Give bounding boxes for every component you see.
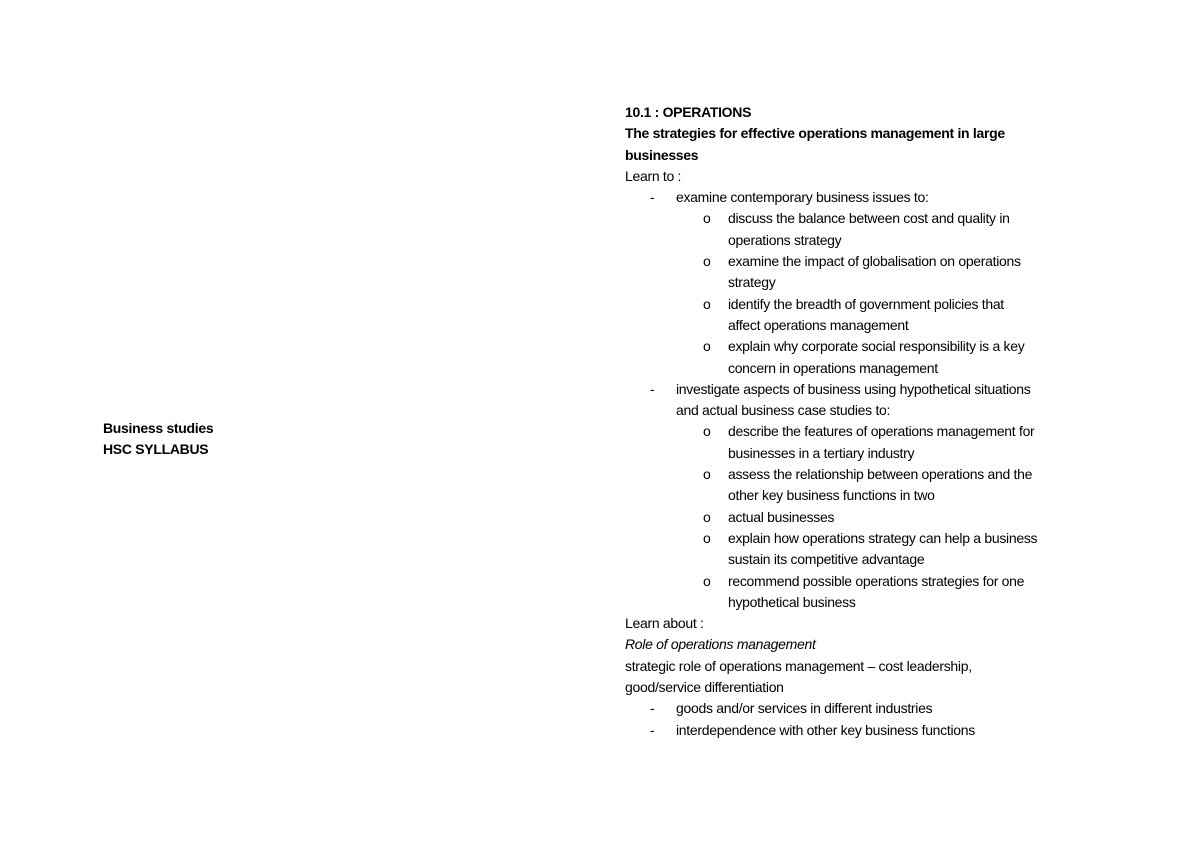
learn-about-text-line-2: good/service differentiation — [625, 679, 784, 696]
circle-bullet: o — [703, 529, 711, 546]
circle-bullet: o — [703, 423, 711, 440]
section-title-line-2: businesses — [625, 146, 699, 163]
learn-to-subitem — [625, 294, 1105, 337]
circle-bullet: o — [703, 572, 711, 589]
dash-bullet: - — [650, 189, 655, 206]
subitem-text: assess the relationship between operations and the — [728, 466, 1033, 483]
subitem-text: explain why corporate social responsibility is a key — [728, 338, 1025, 355]
subitem-text: other key business functions in two — [728, 487, 935, 504]
dash-bullet: - — [650, 380, 655, 397]
section-heading: 10.1 : OPERATIONS — [625, 104, 752, 120]
dash-bullet: - — [650, 721, 655, 738]
list-item-text: examine contemporary business issues to: — [676, 189, 929, 206]
learn-to-item — [625, 187, 1105, 208]
subitem-text: identify the breadth of government policies that — [728, 295, 1004, 312]
circle-bullet: o — [703, 508, 711, 525]
subitem-text: concern in operations management — [728, 359, 938, 376]
circle-bullet: o — [703, 295, 711, 312]
learn-to-subitem — [625, 507, 1105, 528]
list-item-text: interdependence with other key business functions — [676, 721, 975, 738]
learn-to-subitem — [625, 208, 1105, 251]
circle-bullet: o — [703, 253, 711, 270]
subitem-text: actual businesses — [728, 508, 835, 525]
circle-bullet: o — [703, 210, 711, 227]
subitem-text: hypothetical business — [728, 593, 856, 610]
learn-to-subitem — [625, 571, 1105, 614]
learn-to-subitem — [625, 528, 1105, 571]
subitem-text: discuss the balance between cost and quality in — [728, 210, 1010, 227]
subitem-text: strategy — [728, 274, 776, 291]
learn-to-label: Learn to : — [625, 167, 682, 184]
learn-about-subheading: Role of operations management — [625, 636, 816, 653]
dash-bullet: - — [650, 700, 655, 717]
learn-to-list — [625, 187, 1105, 613]
subitem-text: businesses in a tertiary industry — [728, 444, 915, 461]
learn-to-subitem — [625, 336, 1105, 379]
learn-about-item — [625, 720, 1105, 741]
subitem-text: operations strategy — [728, 231, 842, 248]
cover-syllabus-label: HSC SYLLABUS — [103, 441, 209, 457]
subitem-text: sustain its competitive advantage — [728, 551, 925, 568]
list-item-text: investigate aspects of business using hypothetical situations — [676, 380, 1031, 397]
learn-to-item — [625, 379, 1105, 422]
cover-subject: Business studies — [103, 420, 214, 436]
subitem-text: examine the impact of globalisation on operations — [728, 253, 1021, 270]
syllabus-content — [625, 102, 1105, 741]
circle-bullet: o — [703, 338, 711, 355]
list-item-text: and actual business case studies to: — [676, 402, 891, 419]
subitem-text: recommend possible operations strategies for one — [728, 572, 1025, 589]
learn-about-label: Learn about : — [625, 615, 704, 632]
list-item-text: goods and/or services in different industries — [676, 700, 933, 717]
section-title-line-1: The strategies for effective operations management in large — [625, 125, 1005, 142]
learn-to-subitem — [625, 251, 1105, 294]
cover-title-block — [103, 418, 213, 460]
subitem-text: explain how operations strategy can help a business — [728, 529, 1038, 546]
learn-about-text-line-1: strategic role of operations management – cost leadership, — [625, 657, 972, 674]
learn-to-subitem — [625, 421, 1105, 464]
subitem-text: affect operations management — [728, 316, 909, 333]
subitem-text: describe the features of operations management for — [728, 423, 1035, 440]
learn-about-list — [625, 698, 1105, 741]
learn-to-subitem — [625, 464, 1105, 507]
circle-bullet: o — [703, 466, 711, 483]
learn-about-item — [625, 698, 1105, 719]
